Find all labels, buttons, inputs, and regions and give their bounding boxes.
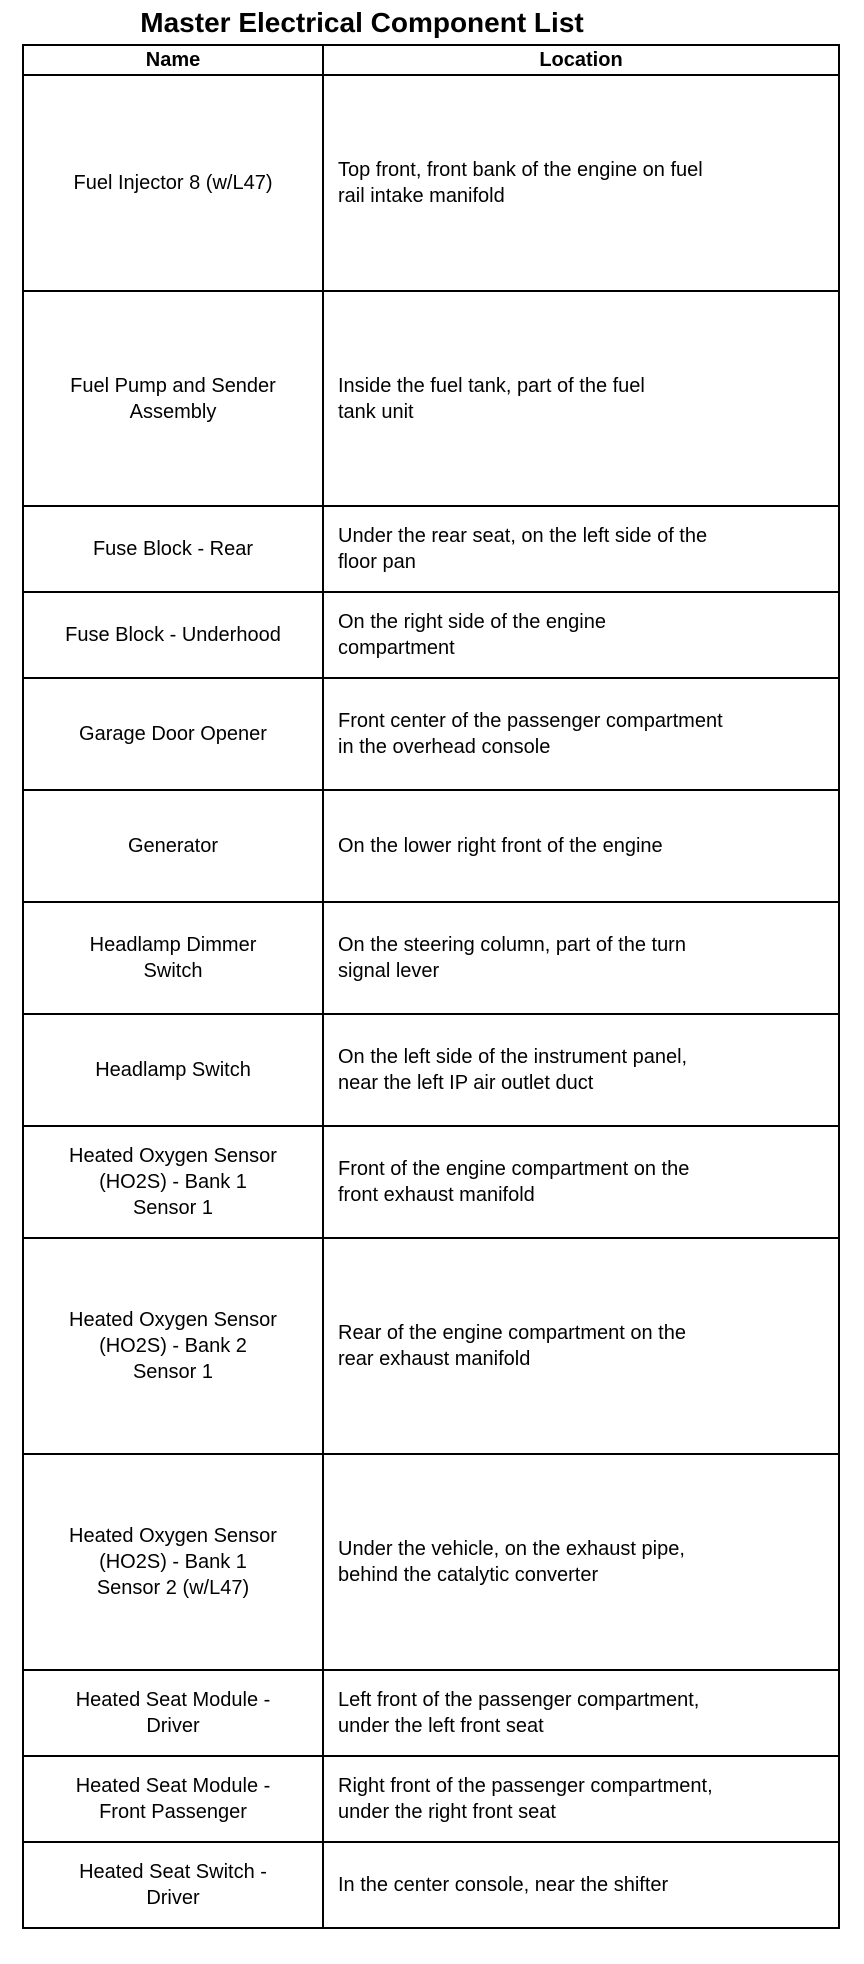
component-location-cell — [323, 902, 839, 1014]
table-row — [23, 1238, 839, 1454]
component-name-cell — [23, 1014, 323, 1126]
component-location: On the right side of the engine compartment — [338, 611, 606, 659]
table-row — [23, 506, 839, 592]
header-row — [23, 45, 839, 75]
component-location: Rear of the engine compartment on the rear exhaust manifold — [338, 1322, 686, 1370]
table-row — [23, 1756, 839, 1842]
table-row — [23, 1454, 839, 1670]
table-row — [23, 291, 839, 506]
table-row — [23, 678, 839, 790]
table-row — [23, 592, 839, 678]
component-name-cell — [23, 1756, 323, 1842]
component-location-cell — [323, 1842, 839, 1928]
component-location-cell — [323, 1454, 839, 1670]
component-name-cell — [23, 592, 323, 678]
component-name: Headlamp Dimmer Switch — [89, 934, 257, 982]
component-name: Fuel Pump and Sender Assembly — [70, 374, 276, 423]
component-name: Generator — [127, 835, 219, 857]
component-name: Heated Oxygen Sensor (HO2S) - Bank 2 Sensor 1 — [69, 1309, 277, 1383]
table-row — [23, 1126, 839, 1238]
component-location-cell — [323, 790, 839, 902]
column-header-name: Name — [23, 45, 323, 75]
component-location-cell — [323, 1126, 839, 1238]
component-table — [22, 44, 840, 1929]
component-name-cell — [23, 75, 323, 291]
component-location: Right front of the passenger compartment, under the right front seat — [338, 1775, 713, 1823]
component-name: Headlamp Switch — [95, 1059, 251, 1081]
component-location: Front center of the passenger compartment in the overhead console — [338, 710, 723, 758]
component-location-cell — [323, 678, 839, 790]
table-header — [23, 45, 839, 75]
component-name-cell — [23, 790, 323, 902]
component-location-cell — [323, 1238, 839, 1454]
page-title: Master Electrical Component List — [140, 7, 584, 38]
component-name: Garage Door Opener — [79, 723, 267, 745]
table-row — [23, 902, 839, 1014]
component-name: Heated Oxygen Sensor (HO2S) - Bank 1 Sensor 2 (w/L47) — [69, 1525, 277, 1599]
component-name: Fuel Injector 8 (w/L47) — [73, 172, 273, 194]
component-location-cell — [323, 1756, 839, 1842]
table-row — [23, 790, 839, 902]
component-location: In the center console, near the shifter — [338, 1874, 669, 1896]
table-body — [23, 75, 839, 1928]
component-location: Front of the engine compartment on the front exhaust manifold — [338, 1158, 690, 1206]
column-header-location: Location — [323, 45, 839, 75]
table-row — [23, 1842, 839, 1928]
component-name: Fuse Block - Underhood — [65, 624, 281, 646]
component-location: Left front of the passenger compartment, under the left front seat — [338, 1689, 700, 1737]
component-location-cell — [323, 506, 839, 592]
component-name-cell — [23, 1126, 323, 1238]
component-location: Top front, front bank of the engine on fuel rail intake manifold — [338, 159, 703, 207]
component-location: On the steering column, part of the turn signal lever — [338, 934, 686, 982]
component-location: On the left side of the instrument panel, near the left IP air outlet duct — [338, 1046, 688, 1094]
component-name: Heated Seat Module - Front Passenger — [75, 1775, 271, 1823]
component-name-cell — [23, 902, 323, 1014]
table-row — [23, 1014, 839, 1126]
component-name-cell — [23, 1454, 323, 1670]
component-location-cell — [323, 1670, 839, 1756]
component-name: Heated Seat Switch - Driver — [79, 1861, 267, 1909]
component-name-cell — [23, 1842, 323, 1928]
component-name-cell — [23, 1670, 323, 1756]
component-location-cell — [323, 75, 839, 291]
component-name-cell — [23, 678, 323, 790]
component-name-cell — [23, 1238, 323, 1454]
component-location: Inside the fuel tank, part of the fuel tank unit — [338, 374, 645, 423]
component-location-cell — [323, 1014, 839, 1126]
component-location: On the lower right front of the engine — [338, 835, 663, 857]
component-location: Under the vehicle, on the exhaust pipe, behind the catalytic converter — [338, 1538, 685, 1586]
component-name: Fuse Block - Rear — [92, 538, 254, 560]
component-name: Heated Seat Module - Driver — [75, 1689, 271, 1737]
component-name-cell — [23, 291, 323, 506]
table-row — [23, 75, 839, 291]
component-location-cell — [323, 291, 839, 506]
table-row — [23, 1670, 839, 1756]
component-location: Under the rear seat, on the left side of the floor pan — [338, 525, 708, 573]
component-location-cell — [323, 592, 839, 678]
component-name-cell — [23, 506, 323, 592]
component-name: Heated Oxygen Sensor (HO2S) - Bank 1 Sensor 1 — [69, 1145, 277, 1219]
